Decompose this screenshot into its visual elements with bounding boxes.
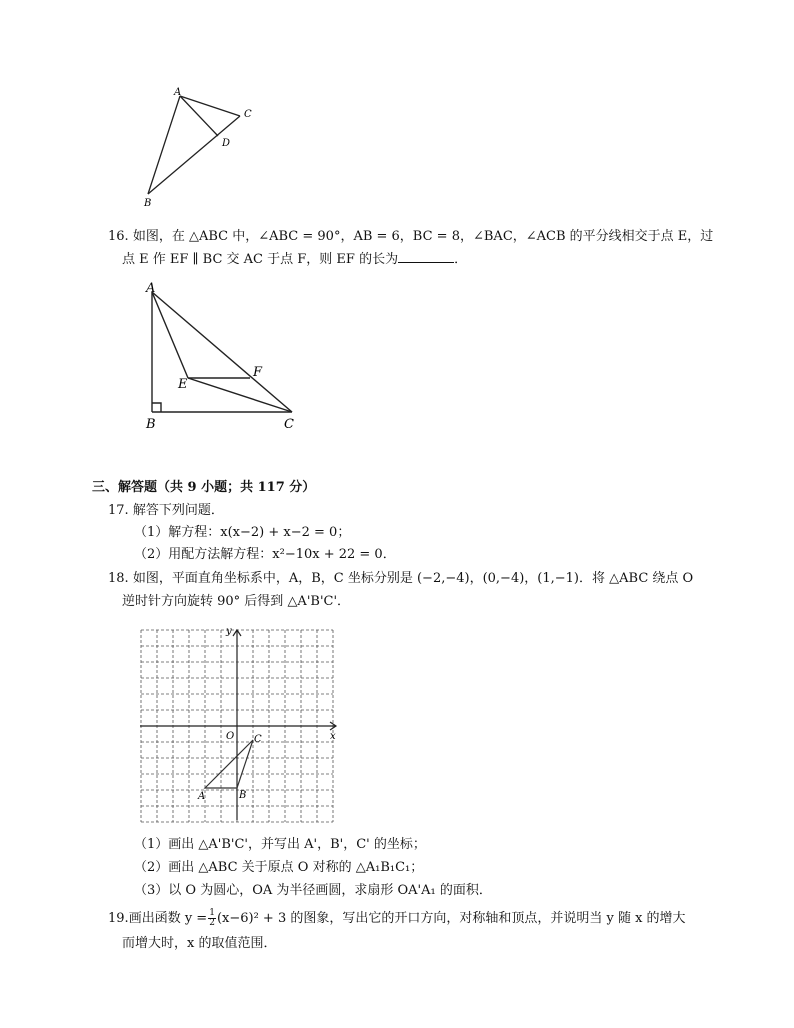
fig16-label-e: E [178, 377, 188, 392]
fig15-label-b: B [144, 198, 152, 209]
q18-sub3: （3）以 O 为圆心，OA 为半径画圆，求扇形 OA'A₁ 的面积． [134, 883, 492, 898]
q17-text: 解答下列问题． [132, 503, 224, 518]
grid-label-c: C [254, 734, 262, 745]
grid-label-b: B [239, 790, 247, 801]
triangle-abc [205, 740, 253, 788]
fig16-label-c: C [284, 417, 294, 432]
grid-label-y: y [226, 626, 232, 637]
q16-text-line1: 如图，在 △ABC 中，∠ABC = 90°，AB = 6，BC = 8，∠BAC，∠ACB 的平分线相交于点 E，过 [132, 229, 714, 244]
q19-line1 [108, 909, 686, 928]
q16-answer-blank[interactable] [398, 250, 454, 263]
fig15-label-d: D [222, 138, 231, 149]
q19-text-post: (x−6)² + 3 的图象，写出它的开口方向，对称轴和顶点，并说明当 y 随 x 的增大 [216, 911, 686, 926]
q16-line2 [122, 250, 467, 269]
fig15-label-a: A [174, 87, 182, 98]
q19-text-pre: 画出函数 y = [128, 911, 208, 926]
fig16-label-f: F [253, 365, 263, 380]
q18-number: 18. [108, 571, 129, 586]
q16-text-line2-end: ． [454, 252, 468, 267]
fig15-label-c: C [244, 109, 252, 120]
q17-number: 17. [108, 503, 129, 518]
q18-sub1: （1）画出 △A'B'C'，并写出 A'，B'，C' 的坐标； [134, 837, 426, 852]
figure-15-triangle [140, 86, 260, 210]
fig16-label-b: B [146, 417, 156, 432]
q16-number: 16. [108, 229, 129, 244]
grid-label-x: x [330, 731, 336, 742]
q19-frac-den: 2 [209, 918, 215, 928]
q18-sub2: （2）画出 △ABC 关于原点 O 对称的 △A₁B₁C₁； [134, 860, 424, 875]
q18-text-line1: 如图，平面直角坐标系中，A，B，C 坐标分别是 (−2,−4)，(0,−4)，(1,−1)．将 △ABC 绕点 O [132, 571, 694, 586]
q16-line1 [108, 228, 713, 246]
grid-label-o: O [226, 731, 235, 742]
q19-fraction [208, 909, 216, 928]
q17-sub2: （2）用配方法解方程：x²−10x + 22 = 0． [134, 547, 396, 562]
section-3-title: 三、解答题（共 9 小题；共 117 分） [92, 480, 316, 495]
q19-line2: 而增大时，x 的取值范围． [122, 936, 277, 951]
q17-sub1: （1）解方程：x(x−2) + x−2 = 0； [134, 525, 351, 540]
q17-line [108, 502, 224, 520]
q18-line2: 逆时针方向旋转 90° 后得到 △A'B'C'． [122, 594, 351, 609]
fig16-label-a: A [146, 281, 156, 296]
q18-line1 [108, 570, 693, 588]
figure-18-coordinate-grid [140, 622, 344, 824]
q19-number: 19. [108, 911, 129, 926]
q19-frac-num: 1 [209, 908, 215, 918]
q16-text-line2: 点 E 作 EF ∥ BC 交 AC 于点 F，则 EF 的长为 [122, 252, 399, 267]
figure-16-triangle [140, 280, 310, 436]
grid-label-a: A [198, 791, 206, 802]
